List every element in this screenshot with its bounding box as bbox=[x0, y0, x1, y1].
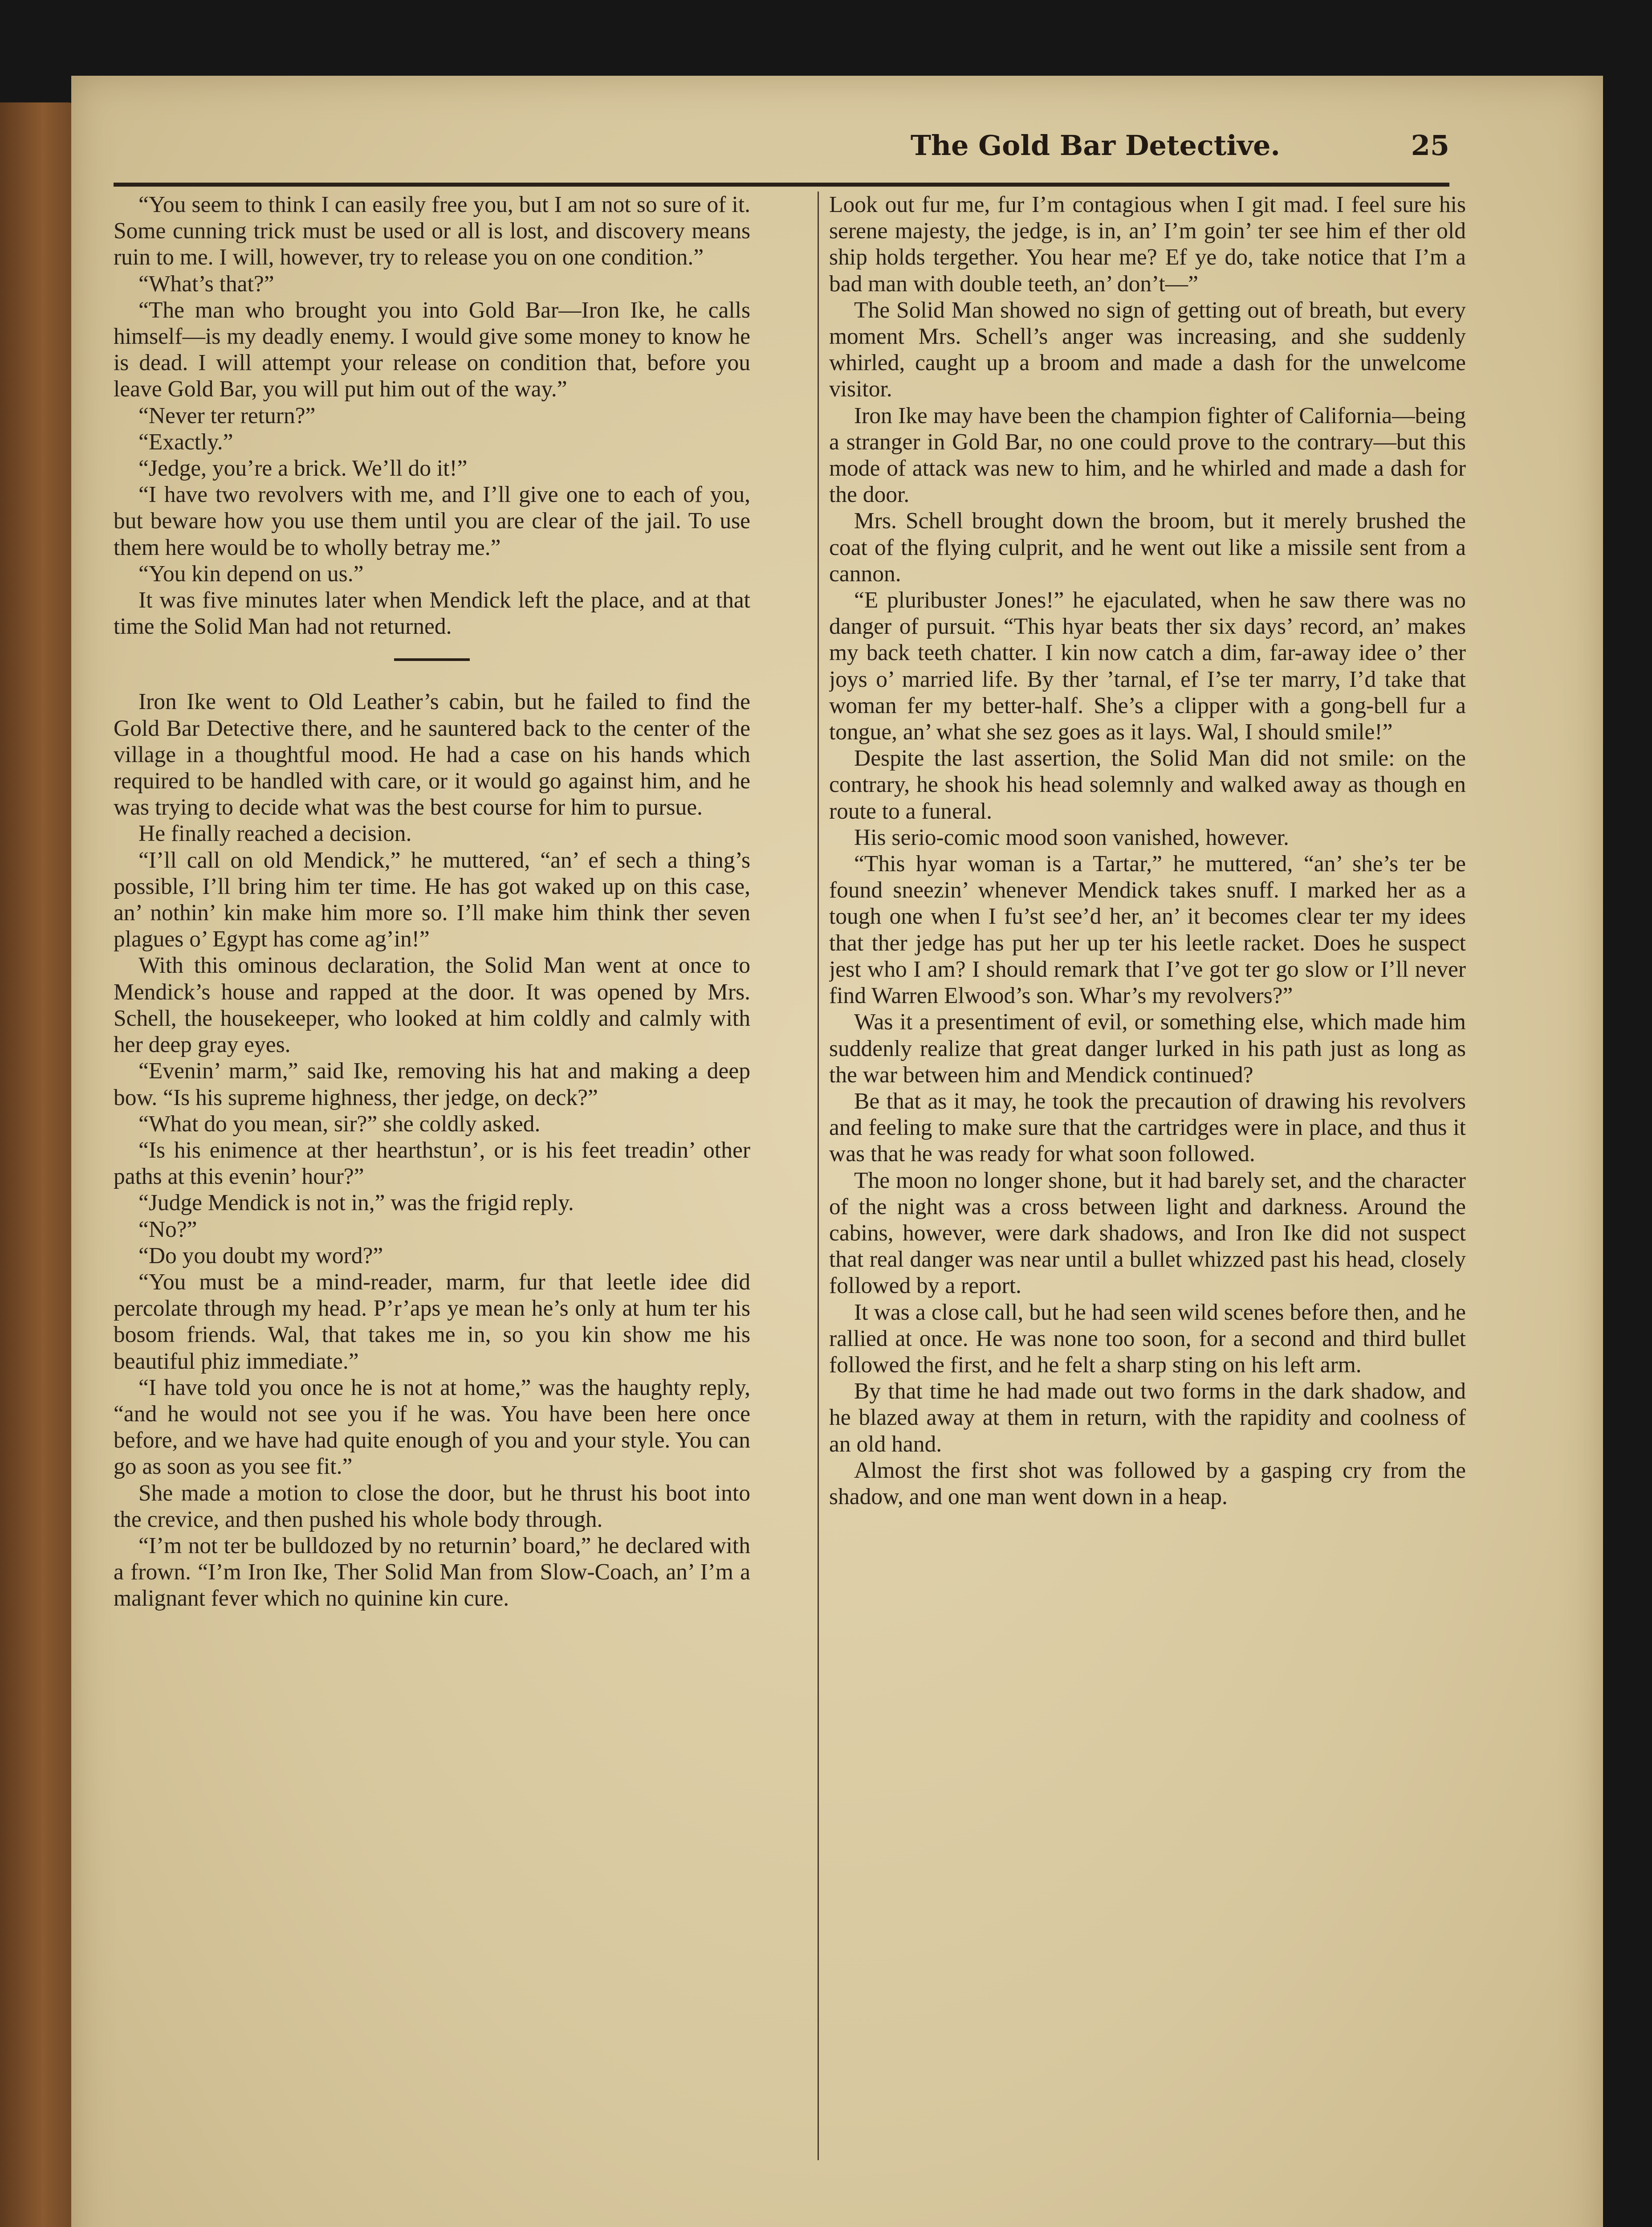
paragraph: “I have told you once he is not at home,” was the haughty reply, “and he would not see you if he was. You have been here once before, and we have had quite enough of you and your style. You can go as soon as you see fit.” bbox=[114, 1375, 750, 1480]
header-rule bbox=[114, 183, 1449, 187]
paragraph: Despite the last assertion, the Solid Man did not smile: on the contrary, he shook his head solemnly and walked away as though en route to a funeral. bbox=[829, 746, 1466, 824]
paragraph: “The man who brought you into Gold Bar—Iron Ike, he calls himself—is my deadly enemy. I would give some money to know he is dead. I will attempt your release on condition that, before you leave Gold Bar, you will put him out of the way.” bbox=[114, 297, 750, 402]
paragraph: “No?” bbox=[138, 1216, 197, 1242]
paragraph: “E pluribuster Jones!” he ejaculated, when he saw there was no danger of pursuit. “This hyar beats ther six days’ record, an’ makes my back teeth chatter. I kin now catch a dim, far-away idee o’ ther joys o’ married life. By ther ’tarnal, ef I’se ter marry, I’d take that woman fer my better-half. She’s a clipper with a gong-bell fur a tongue, an’ what she sez goes as it lays. Wal, I should smile!” bbox=[829, 587, 1466, 745]
paragraph: Was it a presentiment of evil, or something else, which made him suddenly realize that great danger lurked in his path just as long as the war between him and Mendick continued? bbox=[829, 1009, 1466, 1088]
right-column bbox=[829, 192, 1466, 2174]
paragraph: Mrs. Schell brought down the broom, but it merely brushed the coat of the flying culprit, and he went out like a missile sent from a cannon. bbox=[829, 508, 1466, 587]
left-column bbox=[114, 192, 750, 2174]
paragraph: Look out fur me, fur I’m contagious when I git mad. I feel sure his serene majesty, the jedge, is in, an’ I’m goin’ ter see him ef ther old ship holds tergether. You hear me? Ef ye do, take notice that I’m a bad man with double teeth, an’ don’t—” bbox=[829, 192, 1466, 297]
page-number: 25 bbox=[1411, 129, 1449, 162]
paragraph: She made a motion to close the door, but he thrust his boot into the crevice, and then pushed his whole body through. bbox=[114, 1480, 750, 1532]
paragraph: “You must be a mind-reader, marm, fur that leetle idee did percolate through my head. P’r’aps ye mean he’s only at hum ter his bosom friends. Wal, that takes me in, so you kin show me his beautiful phiz immediate.” bbox=[114, 1269, 750, 1374]
paragraph: The moon no longer shone, but it had barely set, and the character of the night was a cross between light and darkness. Around the cabins, however, were dark shadows, and Iron Ike did not suspect that real danger was near until a bullet whizzed past his head, closely followed by a report. bbox=[829, 1167, 1466, 1299]
running-title: The Gold Bar Detective. bbox=[910, 129, 1280, 162]
paragraph: By that time he had made out two forms in the dark shadow, and he blazed away at them in return, with the rapidity and coolness of an old hand. bbox=[829, 1379, 1466, 1457]
paragraph: “I have two revolvers with me, and I’ll give one to each of you, but beware how you use them until you are clear of the jail. To use them here would be to wholly betray me.” bbox=[114, 482, 750, 560]
paragraph: Almost the first shot was followed by a gasping cry from the shadow, and one man went down in a heap. bbox=[829, 1457, 1466, 1509]
paragraph: “I’ll call on old Mendick,” he muttered, “an’ ef sech a thing’s possible, I’ll bring him ter time. He has got waked up on this case, an’ nothin’ kin make him more so. I’ll make him think ther seven plagues o’ Egypt has come ag’in!” bbox=[114, 847, 750, 952]
paragraph: “Do you doubt my word?” bbox=[138, 1243, 383, 1268]
paragraph: “I’m not ter be bulldozed by no returnin’ board,” he declared with a frown. “I’m Iron Ike, Ther Solid Man from Slow-Coach, an’ I’m a malignant fever which no quinine kin cure. bbox=[114, 1533, 750, 1611]
paragraph: “Is his enimence at ther hearthstun’, or is his feet treadin’ other paths at this evenin’ hour?” bbox=[114, 1137, 750, 1190]
paragraph: It was five minutes later when Mendick left the place, and at that time the Solid Man had not returned. bbox=[114, 587, 750, 640]
paragraph: With this ominous declaration, the Solid Man went at once to Mendick’s house and rapped at the door. It was opened by Mrs. Schell, the housekeeper, who looked at him coldly and calmly with her deep gray eyes. bbox=[114, 953, 750, 1058]
paragraph: “What’s that?” bbox=[138, 271, 274, 297]
paragraph: “This hyar woman is a Tartar,” he muttered, “an’ she’s ter be found sneezin’ whenever Mendick takes snuff. I marked her as a tough one when I fu’st see’d her, an’ it becomes clear ter my idees that ther jedge has put her up ter his leetle racket. Does he suspect jest who I am? I should remark that I’ve got ter go slow or I’ll never find Warren Elwood’s son. Whar’s my revolvers?” bbox=[829, 851, 1466, 1009]
paragraph: “What do you mean, sir?” she coldly asked. bbox=[138, 1111, 541, 1137]
paragraph: Iron Ike may have been the champion fighter of California—being a stranger in Gold Bar, no one could prove to the contrary—but this mode of attack was new to him, and he whirled and made a dash for the door. bbox=[829, 403, 1466, 508]
paragraph: The Solid Man showed no sign of getting out of breath, but every moment Mrs. Schell’s anger was increasing, and she suddenly whirled, caught up a broom and made a dash for the unwelcome visitor. bbox=[829, 297, 1466, 402]
paragraph: Iron Ike went to Old Leather’s cabin, but he failed to find the Gold Bar Detective there, and he sauntered back to the center of the village in a thoughtful mood. He had a case on his hands which required to be handled with care, or it would go against him, and he was trying to decide what was the best course for him to pursue. bbox=[114, 689, 750, 820]
paragraph: “Exactly.” bbox=[138, 429, 233, 455]
paragraph: “Never ter return?” bbox=[138, 403, 316, 428]
column-divider bbox=[818, 192, 819, 2160]
section-break-rule bbox=[394, 658, 470, 661]
book-spine bbox=[0, 102, 78, 2227]
paragraph: “You seem to think I can easily free you, but I am not so sure of it. Some cunning trick must be used or all is lost, and discovery means ruin to me. I will, however, try to release you on one condition.” bbox=[114, 192, 750, 270]
paragraph: “Jedge, you’re a brick. We’ll do it!” bbox=[138, 456, 468, 481]
paragraph: He finally reached a decision. bbox=[138, 821, 412, 847]
paragraph: Be that as it may, he took the precaution of drawing his revolvers and feeling to make sure that the cartridges were in place, and thus it was that he was ready for what soon followed. bbox=[829, 1088, 1466, 1167]
paragraph: “Judge Mendick is not in,” was the frigid reply. bbox=[138, 1190, 574, 1216]
page-header bbox=[114, 116, 1449, 183]
paragraph: “You kin depend on us.” bbox=[138, 561, 364, 587]
paragraph: “Evenin’ marm,” said Ike, removing his hat and making a deep bow. “Is his supreme highness, ther jedge, on deck?” bbox=[114, 1058, 750, 1110]
paragraph: It was a close call, but he had seen wild scenes before then, and he rallied at once. He was none too soon, for a second and third bullet followed the first, and he felt a sharp sting on his left arm. bbox=[829, 1299, 1466, 1378]
paragraph: His serio-comic mood soon vanished, however. bbox=[854, 824, 1289, 850]
